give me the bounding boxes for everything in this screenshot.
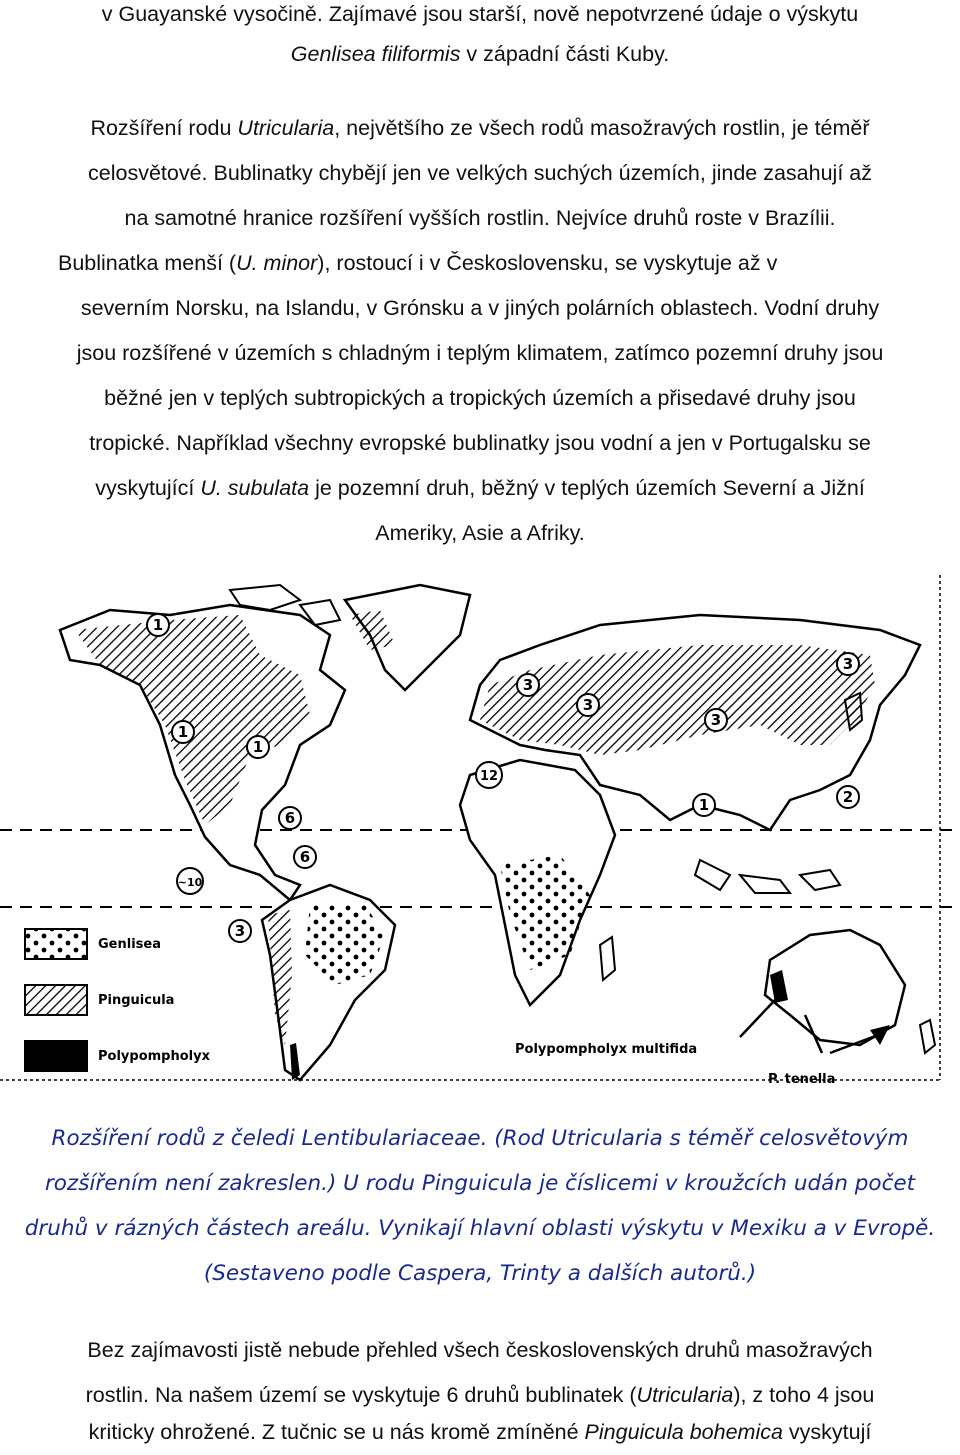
text-line [0, 286, 960, 331]
paragraph-text: rostlin. Na našem území se vyskytuje 6 druhů bublinatek ( [85, 1383, 637, 1407]
text-line [0, 511, 960, 556]
marker-number: 12 [479, 769, 499, 784]
count-marker [147, 614, 169, 636]
text-line [0, 151, 960, 196]
legend-label-genlisea: Genlisea [98, 937, 161, 952]
text-line [0, 421, 960, 466]
marker-number: 3 [842, 655, 854, 673]
legend-label-polypompholyx: Polypompholyx [98, 1049, 210, 1064]
paragraph-text: Bez zajímavosti jistě nebude přehled všech československých druhů masožravých [87, 1338, 873, 1362]
text-line [0, 32, 960, 77]
count-marker [705, 709, 727, 731]
paragraph-text: ), z toho 4 jsou [733, 1383, 875, 1407]
label-polypompholyx-multifida: Polypompholyx multifida [515, 1042, 698, 1057]
species-name: Genlisea filiformis [290, 42, 461, 66]
madagascar-outline [600, 937, 615, 980]
caption-text: rozšířením není zakreslen.) U rodu Pinguicula je číslicemi v kroužcích udán počet [44, 1171, 916, 1196]
label-p-tenella: P. tenella [768, 1072, 836, 1087]
indonesia-outline [695, 860, 840, 893]
count-marker [177, 868, 203, 894]
caption-text: Rozšíření rodů z čeledi Lentibulariaceae. (Rod Utricularia s téměř celosvětovým [51, 1126, 909, 1151]
map-caption-line [0, 1116, 960, 1161]
count-marker [294, 846, 316, 868]
map-caption-line [0, 1161, 960, 1206]
marker-number: 1 [177, 723, 189, 741]
marker-number: 3 [234, 922, 246, 940]
text-line [0, 466, 960, 511]
count-marker [837, 786, 859, 808]
text-line [0, 1328, 960, 1373]
count-marker [476, 762, 502, 788]
marker-number: 1 [698, 796, 710, 814]
legend-swatch-pinguicula [25, 985, 87, 1015]
count-marker [693, 794, 715, 816]
count-marker [517, 674, 539, 696]
genus-name: Utricularia [237, 116, 335, 140]
paragraph-text: vyskytují [782, 1420, 872, 1444]
legend-swatch-genlisea [25, 929, 87, 959]
text-line [0, 376, 960, 421]
species-name: U. minor [236, 251, 318, 275]
new-zealand-outline [920, 1020, 935, 1053]
paragraph-text: , největšího ze všech rodů masožravých rostlin, je téměř [334, 116, 870, 140]
caption-text: druhů v rázných částech areálu. Vynikají hlavní oblasti výskytu v Mexiku a v Evropě. [24, 1216, 936, 1241]
paragraph-text: celosvětové. Bublinatky chybějí jen ve velkých suchých územích, jinde zasahují až [88, 161, 872, 185]
paragraph-text: Rozšíření rodu [90, 116, 238, 140]
paragraph-text: kriticky ohrožené. Z tučnic se u nás kromě zmíněné [88, 1420, 585, 1444]
count-marker [577, 694, 599, 716]
species-name: U. subulata [200, 476, 310, 500]
count-marker [229, 920, 251, 942]
marker-number: 2 [842, 788, 854, 806]
marker-number: 6 [284, 809, 296, 827]
marker-number: 3 [582, 696, 594, 714]
legend-swatch-polypompholyx [25, 1041, 87, 1071]
map-caption-line [0, 1206, 960, 1251]
map-caption-line [0, 1251, 960, 1296]
paragraph-text: běžné jen v teplých subtropických a tropických územích a přisedavé druhy jsou [104, 386, 856, 410]
paragraph-text: Bublinatka menší ( [58, 251, 237, 275]
marker-number: 6 [299, 848, 311, 866]
genus-name: Utricularia [636, 1383, 734, 1407]
paragraph-text: ), rostoucí i v Československu, se vyskytuje až v [317, 251, 778, 275]
arrow-multifida [740, 1000, 775, 1037]
text-line [0, 1410, 960, 1455]
count-marker [837, 653, 859, 675]
marker-number: 1 [252, 738, 264, 756]
marker-number: ~10 [177, 876, 203, 889]
paragraph-text: je pozemní druh, běžný v teplých územích Severní a Jižní [309, 476, 865, 500]
paragraph-text: na samotné hranice rozšíření vyšších rostlin. Nejvíce druhů roste v Brazílii. [124, 206, 836, 230]
marker-number: 3 [710, 711, 722, 729]
distribution-map [0, 575, 960, 1095]
species-name: Pinguicula bohemica [584, 1420, 783, 1444]
caption-text: (Sestaveno podle Caspera, Trinty a dalších autorů.) [203, 1261, 757, 1286]
text-line [0, 196, 960, 241]
legend-label-pinguicula: Pinguicula [98, 993, 175, 1008]
marker-number: 1 [152, 616, 164, 634]
paragraph-text: severním Norsku, na Islandu, v Grónsku a v jiných polárních oblastech. Vodní druhy [80, 296, 880, 320]
paragraph-text: jsou rozšířené v územích s chladným i teplým klimatem, zatímco pozemní druhy jsou [76, 341, 884, 365]
paragraph-text: Ameriky, Asie a Afriky. [375, 521, 585, 545]
paragraph-text: tropické. Například všechny evropské bublinatky jsou vodní a jen v Portugalsku se [89, 431, 871, 455]
count-marker [172, 721, 194, 743]
text-line [58, 241, 958, 286]
paragraph-text: vyskytující [95, 476, 201, 500]
paragraph-text: v Guayanské vysočině. Zajímavé jsou starší, nově nepotvrzené údaje o výskytu [101, 2, 859, 26]
paragraph-text: v západní části Kuby. [460, 42, 670, 66]
count-marker [247, 736, 269, 758]
marker-number: 3 [522, 676, 534, 694]
text-line [0, 331, 960, 376]
count-marker [279, 807, 301, 829]
text-line [0, 106, 960, 151]
